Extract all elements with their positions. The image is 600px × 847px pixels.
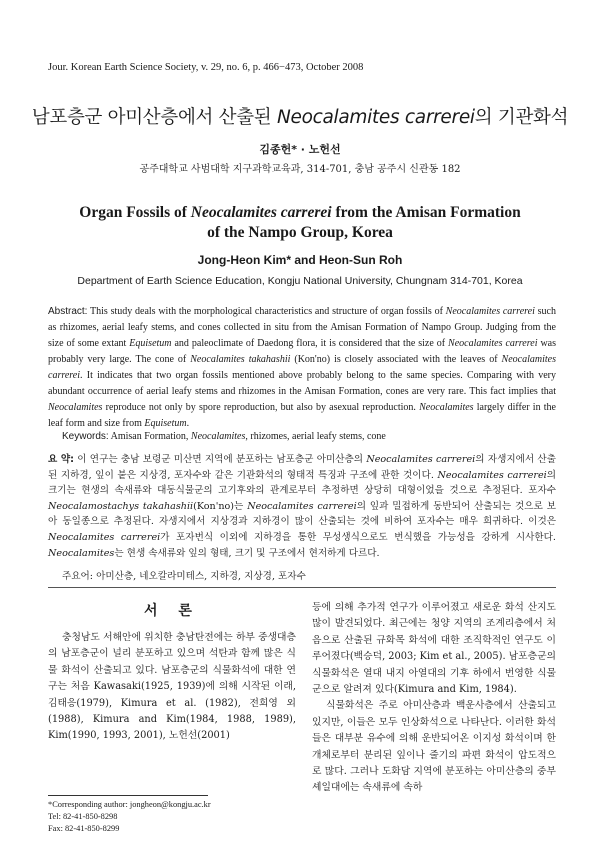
abstract-species: Neocalamites carrerei xyxy=(445,306,535,317)
abstract-text: and paleoclimate of Daedong flora, it is considered that the size of xyxy=(171,338,449,349)
abstract-text: largely differ in the leaf form and size from xyxy=(48,402,556,429)
footnote xyxy=(48,799,211,835)
korean-title-post: 의 기관화석 xyxy=(474,107,569,128)
intro-paragraph: 등에 의해 추가적 연구가 이루어졌고 새로운 화석 산지도 많이 발견되었다. 최근에는 청양 지역의 조계리층에서 처음으로 산출된 규화목 화석에 대한 조직학적인 연구도 이루어졌다(백승덕, 2003; Kim et al., 2005). 남포층군의 식물화석은 열대 내지 아열대의 기후 하에서 번영한 식물군으로 알려져 있다(Kimura and Kim, 1984). xyxy=(312,602,556,696)
abstract-species: Neocalamites xyxy=(48,402,103,413)
ko-abstract-label: 요 약: xyxy=(48,454,74,465)
english-affiliation: Department of Earth Science Education, Kongju National University, Chungnam 314-701, Korea xyxy=(77,275,523,287)
abstract-species: Neocalamites xyxy=(419,402,474,413)
left-column xyxy=(48,630,296,745)
footnote-fax: Fax: 82-41-850-8299 xyxy=(48,824,120,833)
footnote-tel: Tel: 82-41-850-8298 xyxy=(48,812,118,821)
abstract-text: was probably very large. The cone of xyxy=(48,338,557,365)
ko-abstract-species: Neocalamostachys takahashii xyxy=(48,500,194,512)
korean-abstract xyxy=(48,452,556,561)
right-column xyxy=(312,600,556,797)
english-title-species: Neocalamites carrerei xyxy=(190,204,332,221)
korean-title-pre: 남포층군 아미산층에서 산출된 xyxy=(31,107,277,128)
abstract-species: Equisetum xyxy=(129,338,172,349)
abstract-species: Neocalamites takahashii xyxy=(190,354,291,365)
english-title-post: from the Amisan Formation xyxy=(331,204,521,221)
ko-abstract-species: Neocalamites xyxy=(48,547,115,559)
english-title xyxy=(0,203,600,243)
ko-keywords-text: 아미산층, 네오칼라미테스, 지하경, 지상경, 포자수 xyxy=(93,571,306,582)
keywords-text: Amisan Formation, xyxy=(108,431,191,442)
ko-abstract-text: 의 크기는 현생의 속새류와 대동식물군의 고기후와의 관계로부터 추정하면 상당히 대형이었을 것으로 추정된다. 포자수 xyxy=(48,469,556,497)
ko-abstract-text: 이 연구는 충남 보령군 미산면 지역에 분포하는 남포층군 아미산층의 xyxy=(73,454,367,465)
abstract-text: such as rhizomes, aerial leafy stems, and cones collected in situ from the Amisan Formation of Nampo Group. Judging from the size of some extant xyxy=(48,306,556,349)
ko-abstract-text: 가 포자번식 이외에 지하경을 통한 무성생식으로도 번식했을 가능성을 강하게 시사한다. xyxy=(160,531,556,543)
abstract-text: reproduce not only by spore reproduction, but also by asexual reproduction. xyxy=(102,402,420,413)
english-authors: Jong-Heon Kim* and Heon-Sun Roh xyxy=(197,253,403,267)
english-keywords xyxy=(62,431,386,442)
ko-abstract-species: Neocalamites carrerei xyxy=(48,531,161,543)
ko-abstract-text: 의 자생지에서 산출된 지하경, 잎이 붙은 지상경, 포자수와 같은 기관화석의 형태적 특징과 구조에 관한 것이다. xyxy=(48,454,556,481)
ko-abstract-species: Neocalamites carrerei xyxy=(366,454,476,465)
ko-abstract-text: 는 현생 속새류와 잎의 형태, 크기 및 구조에서 현저하게 다르다. xyxy=(114,547,380,559)
abstract-text: . It indicates that two organ fossils mentioned above probably belong to the same species. Comparing with very abundant occurrence of aerial leafy stems and rhizomes in the Amisan Formation, cones are very rare. This fact implies that xyxy=(48,370,556,397)
ko-abstract-species: Neocalamites carrerei xyxy=(247,500,357,512)
footnote-divider xyxy=(48,795,208,796)
korean-authors: 김종헌* · 노헌선 xyxy=(259,143,341,156)
intro-paragraph: 충청남도 서해안에 위치한 충남탄전에는 하부 중생대층의 남포층군이 널리 분포하고 있으며 석탄과 함께 많은 식물 화석이 산출되고 있다. 남포층군의 식물화석에 대한 연구는 처음 Kawasaki(1925, 1939)에 의해 시작된 이래, 김태응(1979), Kimura et al. (1982), 전희영 외(1988), Kimura and Kim(1984, 1988, 1989), Kim(1990, 1993, 2001), 노헌선(2001) xyxy=(48,632,296,742)
korean-keywords xyxy=(62,568,306,582)
footnote-email: *Corresponding author: jongheon@kongju.ac.kr xyxy=(48,800,211,809)
abstract-text: (Kon'no) is closely associated with the leaves of xyxy=(290,354,502,365)
ko-abstract-species: Neocalamites carrerei xyxy=(437,469,547,481)
journal-citation: Jour. Korean Earth Science Society, v. 29, no. 6, p. 466−473, October 2008 xyxy=(48,62,364,73)
keywords-label: Keywords: xyxy=(62,431,109,442)
ko-keywords-label: 주요어: xyxy=(62,571,94,582)
abstract-label: Abstract: xyxy=(48,306,88,317)
korean-affiliation: 공주대학교 사범대학 지구과학교육과, 314-701, 충남 공주시 신관동 182 xyxy=(139,164,461,175)
keywords-species: Neocalamites xyxy=(190,431,246,442)
ko-abstract-text: (Kon'no)는 xyxy=(193,500,248,512)
ko-abstract-text: 의 잎과 밀접하게 동반되어 산출되는 것으로 보아 동일종으로 추정된다. 자생지에서 지상경과 지하경이 많이 산출되는 것에 비하여 포자수는 매우 희귀하다. 이것은 xyxy=(48,500,556,528)
intro-paragraph: 식물화석은 주로 아미산층과 백운사층에서 산출되고 있지만, 이들은 모두 인상화석으로 나타난다. 이러한 화석들은 대부분 유수에 의해 운반되어온 이지성 화석이며 한 개체로부터 분리된 잎이나 줄기의 파편 화석이 압도적으로 많다. 그러나 도화담 지역에 분포하는 아미산층의 중부 셰일대에는 속새류에 속하 xyxy=(312,700,556,794)
korean-title-species: Neocalamites carrerei xyxy=(276,107,475,128)
abstract-text: This study deals with the morphological characteristics and structure of organ fossils of xyxy=(87,306,446,317)
section-divider xyxy=(48,587,556,588)
english-title-pre: Organ Fossils of xyxy=(79,204,191,221)
english-abstract xyxy=(48,304,556,432)
keywords-text: , rhizomes, aerial leafy stems, cone xyxy=(245,431,386,442)
abstract-species: Neocalamites carrerei xyxy=(48,354,556,381)
abstract-text: . xyxy=(186,418,190,429)
abstract-species: Equisetum xyxy=(144,418,187,429)
korean-title xyxy=(0,103,600,129)
english-title-line2: of the Nampo Group, Korea xyxy=(207,224,393,241)
abstract-species: Neocalamites carrerei xyxy=(448,338,538,349)
introduction-heading: 서 론 xyxy=(144,603,200,619)
